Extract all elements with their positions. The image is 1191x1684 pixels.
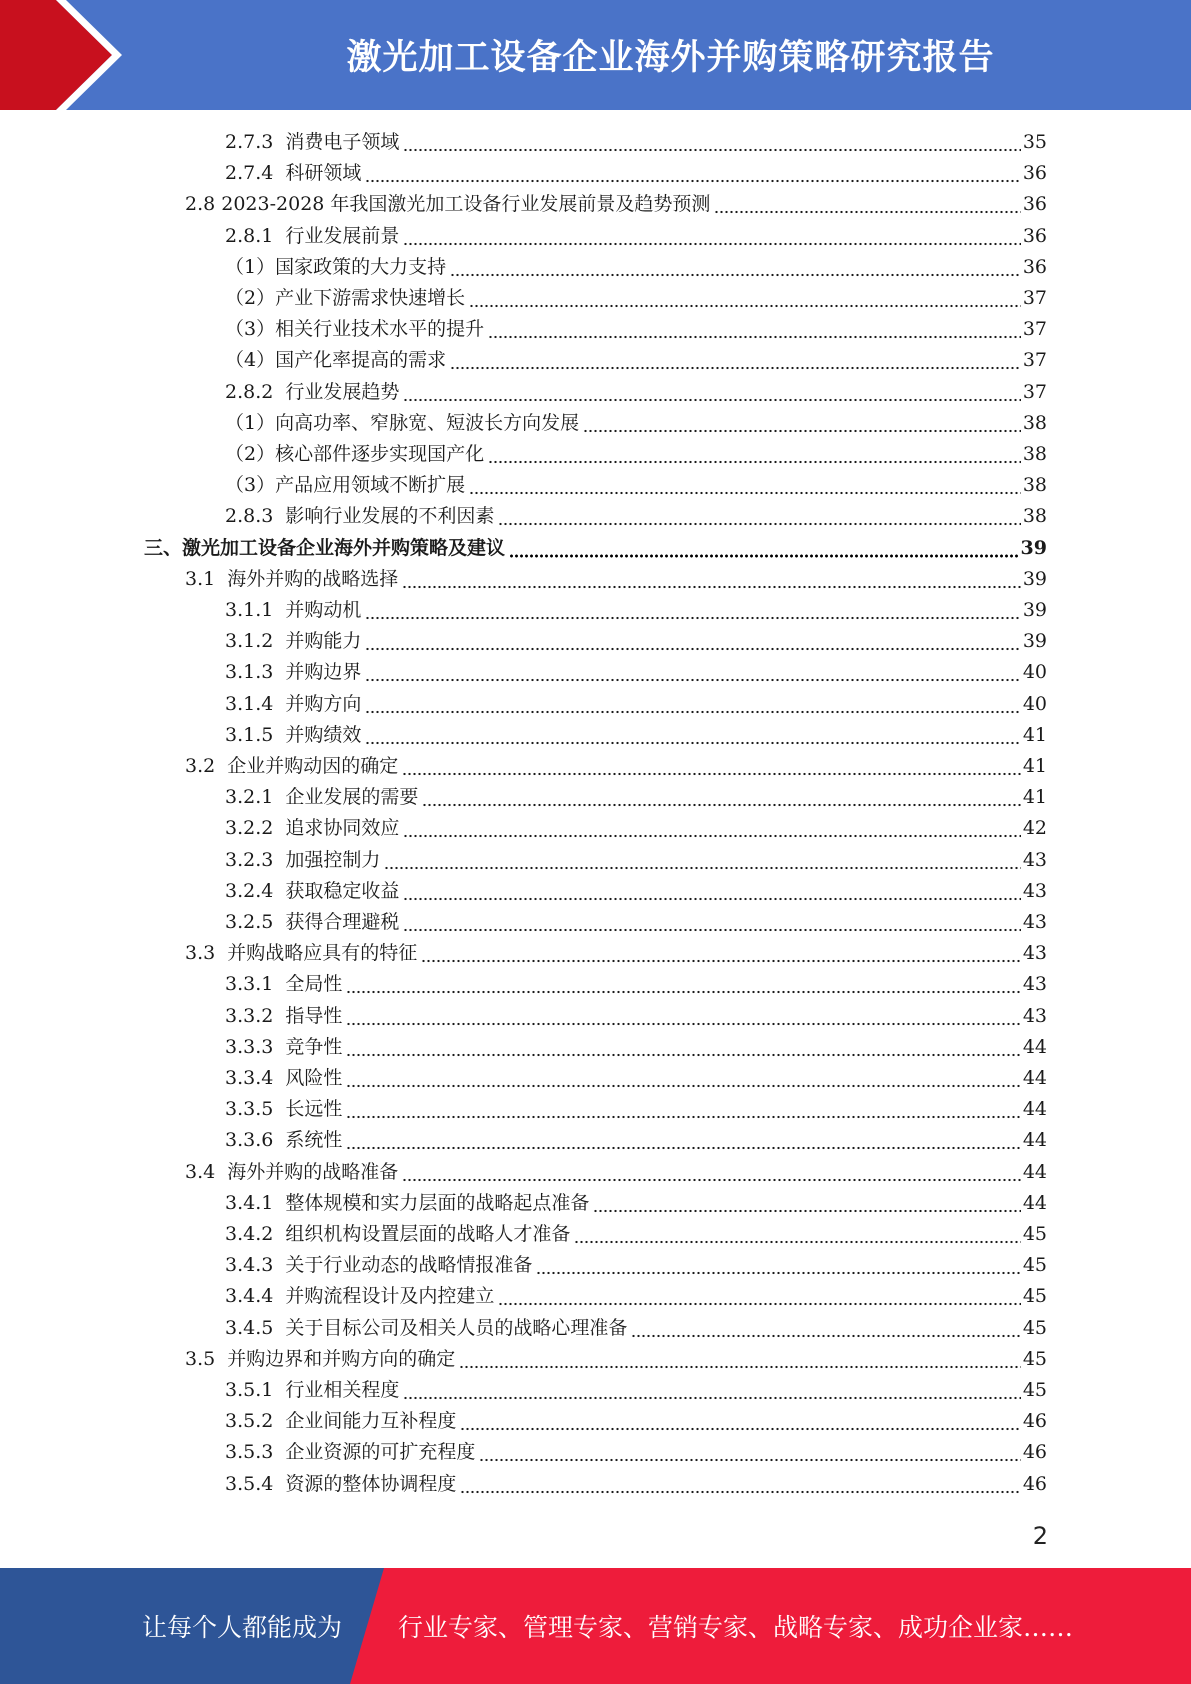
- page-footer: [0, 1568, 1191, 1684]
- toc-entry-title: 影响行业发展的不利因素: [285, 505, 495, 528]
- toc-entry-title: 组织机构设置层面的战略人才准备: [285, 1223, 571, 1245]
- toc-entry-title: 系统性: [285, 1129, 343, 1152]
- toc-entry[interactable]: [225, 1219, 1047, 1250]
- toc-entry[interactable]: [225, 782, 1047, 813]
- toc-leader-dots: [402, 751, 1021, 782]
- toc-entry[interactable]: [225, 283, 1047, 314]
- toc-leader-dots: [403, 907, 1020, 938]
- toc-leader-dots: [421, 938, 1021, 969]
- page-number: 2: [1032, 1522, 1048, 1550]
- toc-leader-dots: [365, 158, 1020, 189]
- toc-entry[interactable]: [225, 1375, 1047, 1406]
- toc-entry[interactable]: [225, 252, 1047, 283]
- toc-entry-page: 37: [1022, 349, 1047, 372]
- toc-leader-dots: [460, 1406, 1020, 1437]
- toc-entry-title: （2）核心部件逐步实现国产化: [225, 443, 485, 465]
- toc-entry-page: 45: [1022, 1223, 1047, 1245]
- toc-entry-title: 关于目标公司及相关人员的战略心理准备: [285, 1316, 628, 1339]
- toc-leader-dots: [403, 876, 1020, 907]
- toc-entry-number: 3.4.4: [225, 1285, 274, 1308]
- toc-entry[interactable]: [225, 1001, 1047, 1032]
- toc-entry-number: 2.8.3: [225, 505, 274, 528]
- page-header: [0, 0, 1191, 110]
- toc-entry-page: 38: [1022, 474, 1047, 497]
- toc-entry-page: 44: [1022, 1067, 1047, 1089]
- toc-entry[interactable]: [225, 720, 1047, 751]
- toc-entry-number: 3.4.5: [225, 1316, 274, 1339]
- toc-entry-number: 2.7.4: [225, 162, 274, 185]
- toc-entry-number: 3.3.6: [225, 1129, 274, 1152]
- toc-entry-number: 3.4.1: [225, 1191, 274, 1214]
- toc-entry[interactable]: [225, 221, 1047, 252]
- toc-entry[interactable]: [185, 1157, 1047, 1188]
- toc-leader-dots: [346, 1001, 1020, 1032]
- toc-entry[interactable]: [225, 158, 1047, 189]
- toc-leader-dots: [583, 408, 1021, 439]
- toc-leader-dots: [403, 221, 1020, 252]
- toc-entry[interactable]: [144, 533, 1047, 564]
- toc-leader-dots: [536, 1250, 1020, 1281]
- toc-entry-number: 3.5.2: [225, 1410, 274, 1433]
- toc-leader-dots: [365, 657, 1020, 688]
- toc-entry-page: 43: [1022, 879, 1047, 902]
- toc-leader-dots: [346, 1094, 1020, 1125]
- toc-entry-number: 3.1.3: [225, 661, 274, 684]
- toc-leader-dots: [384, 845, 1020, 876]
- toc-leader-dots: [498, 1281, 1020, 1312]
- toc-entry-number: 3.4.2: [225, 1223, 274, 1245]
- toc-entry[interactable]: [225, 1313, 1047, 1344]
- toc-entry-title: 指导性: [285, 1004, 343, 1027]
- toc-entry-title: 长远性: [285, 1098, 343, 1121]
- toc-entry-number: 3.3.5: [225, 1098, 274, 1121]
- toc-entry[interactable]: [225, 1406, 1047, 1437]
- toc-leader-dots: [403, 377, 1020, 408]
- toc-entry[interactable]: [185, 564, 1047, 595]
- toc-entry-title: （3）相关行业技术水平的提升: [225, 318, 485, 341]
- toc-entry[interactable]: [225, 1063, 1047, 1094]
- toc-entry-title: 并购绩效: [285, 723, 362, 746]
- toc-entry-page: 44: [1022, 1129, 1047, 1152]
- toc-entry-page: 43: [1022, 911, 1047, 933]
- toc-entry[interactable]: [225, 969, 1047, 1000]
- toc-entry-page: 37: [1022, 380, 1047, 403]
- toc-leader-dots: [422, 782, 1020, 813]
- toc-entry-number: 3.5.3: [225, 1441, 274, 1464]
- toc-entry-title: 并购边界和并购方向的确定: [227, 1347, 456, 1370]
- toc-entry[interactable]: [225, 626, 1047, 657]
- toc-entry[interactable]: [225, 1125, 1047, 1156]
- toc-leader-dots: [346, 1032, 1020, 1063]
- toc-leader-dots: [450, 345, 1021, 376]
- toc-entry-page: 37: [1022, 318, 1047, 341]
- toc-entry-page: 43: [1022, 973, 1047, 996]
- toc-entry-page: 43: [1022, 1004, 1047, 1027]
- toc-entry-page: 39: [1022, 599, 1047, 621]
- toc-entry-title: 并购动机: [285, 599, 362, 621]
- toc-entry-page: 42: [1022, 817, 1047, 840]
- toc-entry-page: 35: [1022, 131, 1047, 153]
- toc-entry[interactable]: [225, 813, 1047, 844]
- toc-entry-title: 获得合理避税: [285, 911, 400, 933]
- toc-entry[interactable]: [185, 751, 1047, 782]
- toc-entry-number: 3.1.5: [225, 723, 274, 746]
- toc-entry-page: 44: [1022, 1035, 1047, 1058]
- toc-entry-page: 38: [1022, 411, 1047, 434]
- toc-entry-number: 3.5.1: [225, 1379, 274, 1401]
- toc-entry-page: 40: [1022, 692, 1047, 715]
- toc-entry[interactable]: [225, 1094, 1047, 1125]
- toc-entry-title: 消费电子领域: [285, 131, 400, 153]
- toc-entry-page: 38: [1022, 443, 1047, 465]
- toc-entry-page: 46: [1022, 1472, 1047, 1495]
- toc-leader-dots: [403, 813, 1020, 844]
- toc-entry-page: 45: [1022, 1285, 1047, 1308]
- footer-slogan-right: 行业专家、管理专家、营销专家、战略专家、成功企业家……: [398, 1613, 1074, 1642]
- toc-leader-dots: [469, 470, 1021, 501]
- toc-entry-page: 39: [1022, 567, 1047, 590]
- document-title: 激光加工设备企业海外并购策略研究报告: [346, 38, 995, 78]
- toc-entry[interactable]: [225, 657, 1047, 688]
- toc-entry-page: 36: [1022, 224, 1047, 247]
- toc-entry-title: 企业并购动因的确定: [227, 755, 399, 777]
- toc-entry-title: 行业发展前景: [285, 224, 400, 247]
- toc-leader-dots: [459, 1344, 1021, 1375]
- toc-entry-title: 并购边界: [285, 661, 362, 684]
- toc-entry-number: 3.1.4: [225, 692, 274, 715]
- toc-entry-page: 39: [1020, 536, 1047, 559]
- toc-entry-title: 海外并购的战略选择: [227, 567, 399, 590]
- toc-entry-page: 39: [1022, 630, 1047, 653]
- toc-entry-page: 36: [1022, 162, 1047, 185]
- toc-entry-title: 并购战略应具有的特征: [227, 942, 418, 965]
- toc-entry-title: 行业相关程度: [285, 1379, 400, 1401]
- toc-entry-title: 科研领域: [285, 162, 362, 185]
- toc-entry[interactable]: [225, 876, 1047, 907]
- toc-entry-title: 企业间能力互补程度: [285, 1410, 457, 1433]
- toc-entry-number: 2.8.1: [225, 224, 274, 247]
- toc-entry-page: 46: [1022, 1441, 1047, 1464]
- toc-entry-number: 3.2.3: [225, 848, 274, 871]
- toc-leader-dots: [593, 1188, 1020, 1219]
- toc-entry[interactable]: [225, 439, 1047, 470]
- toc-entry-number: 3.4: [185, 1160, 216, 1183]
- toc-leader-dots: [403, 1375, 1020, 1406]
- toc-leader-dots: [488, 439, 1021, 470]
- toc-entry[interactable]: [225, 907, 1047, 938]
- toc-leader-dots: [488, 314, 1021, 345]
- toc-entry-number: 3.3.3: [225, 1035, 274, 1058]
- toc-leader-dots: [402, 1157, 1021, 1188]
- toc-entry-title: 并购方向: [285, 692, 362, 715]
- toc-entry-number: 3.5: [185, 1347, 216, 1370]
- toc-entry-number: 3.3.2: [225, 1004, 274, 1027]
- toc-leader-dots: [469, 283, 1021, 314]
- toc-entry[interactable]: [225, 377, 1047, 408]
- toc-entry-page: 45: [1022, 1347, 1047, 1370]
- toc-entry[interactable]: [185, 1344, 1047, 1375]
- toc-entry-title: 全局性: [285, 973, 343, 996]
- toc-leader-dots: [402, 564, 1021, 595]
- toc-leader-dots: [450, 252, 1021, 283]
- toc-entry-number: 3.3.4: [225, 1067, 274, 1089]
- toc-leader-dots: [365, 720, 1020, 751]
- toc-entry[interactable]: [225, 127, 1047, 158]
- toc-entry[interactable]: [225, 1281, 1047, 1312]
- toc-leader-dots: [346, 1125, 1020, 1156]
- toc-leader-dots: [498, 501, 1020, 532]
- toc-entry-number: 3.3: [185, 942, 216, 965]
- toc-entry-number: 3.4.3: [225, 1254, 274, 1277]
- toc-entry-page: 41: [1022, 755, 1047, 777]
- toc-entry-title: （3）产品应用领域不断扩展: [225, 474, 466, 497]
- toc-entry[interactable]: [225, 689, 1047, 720]
- toc-entry[interactable]: [225, 1250, 1047, 1281]
- toc-entry[interactable]: [225, 470, 1047, 501]
- toc-entry-page: 44: [1022, 1098, 1047, 1121]
- header-red-chevron: [0, 0, 150, 110]
- toc-leader-dots: [346, 1063, 1020, 1094]
- toc-entry-title: 并购能力: [285, 630, 362, 653]
- toc-entry[interactable]: [225, 595, 1047, 626]
- toc-entry[interactable]: [225, 1437, 1047, 1468]
- footer-slogan-left: 让每个人都能成为: [142, 1613, 343, 1642]
- toc-entry-page: 44: [1022, 1160, 1047, 1183]
- toc-entry-page: 41: [1022, 786, 1047, 809]
- toc-entry[interactable]: [225, 408, 1047, 439]
- toc-entry-title: 企业发展的需要: [285, 786, 419, 809]
- toc-entry-number: 3.5.4: [225, 1472, 274, 1495]
- toc-leader-dots: [365, 689, 1020, 720]
- toc-entry-title: 2.8 2023-2028 年我国激光加工设备行业发展前景及趋势预测: [185, 193, 711, 216]
- toc-entry-title: 关于行业动态的战略情报准备: [285, 1254, 533, 1277]
- toc-leader-dots: [403, 127, 1020, 158]
- toc-leader-dots: [460, 1469, 1020, 1500]
- toc-entry-number: 3.1: [185, 567, 216, 590]
- toc-leader-dots: [365, 626, 1020, 657]
- toc-entry-page: 36: [1022, 255, 1047, 278]
- toc-entry[interactable]: [225, 1188, 1047, 1219]
- toc-entry-page: 43: [1022, 848, 1047, 871]
- toc-entry-title: 风险性: [285, 1067, 343, 1089]
- toc-entry-title: 资源的整体协调程度: [285, 1472, 457, 1495]
- toc-leader-dots: [365, 595, 1020, 626]
- toc-entry-number: 3.2.1: [225, 786, 274, 809]
- toc-entry-page: 46: [1022, 1410, 1047, 1433]
- toc-leader-dots: [714, 189, 1020, 220]
- toc-leader-dots: [574, 1219, 1020, 1250]
- toc-entry-title: 竞争性: [285, 1035, 343, 1058]
- toc-entry-number: 3.1.1: [225, 599, 274, 621]
- toc-entry-number: 3.2.2: [225, 817, 274, 840]
- toc-entry-title: （4）国产化率提高的需求: [225, 349, 447, 372]
- toc-entry-number: 3.1.2: [225, 630, 274, 653]
- toc-entry-title: 整体规模和实力层面的战略起点准备: [285, 1191, 590, 1214]
- toc-entry-page: 41: [1022, 723, 1047, 746]
- toc-entry[interactable]: [225, 345, 1047, 376]
- toc-entry-title: 加强控制力: [285, 848, 381, 871]
- toc-entry-title: （1）向高功率、窄脉宽、短波长方向发展: [225, 411, 580, 434]
- toc-entry-title: 企业资源的可扩充程度: [285, 1441, 476, 1464]
- toc-leader-dots: [346, 969, 1020, 1000]
- toc-entry[interactable]: [185, 938, 1047, 969]
- toc-entry[interactable]: [185, 189, 1047, 220]
- toc-entry-page: 43: [1022, 942, 1047, 965]
- toc-entry-number: 2.7.3: [225, 131, 274, 153]
- toc-entry-page: 36: [1022, 193, 1047, 216]
- toc-entry[interactable]: [225, 1469, 1047, 1500]
- toc-entry-page: 38: [1022, 505, 1047, 528]
- toc-entry-number: 3.2.5: [225, 911, 274, 933]
- toc-entry-page: 45: [1022, 1254, 1047, 1277]
- toc-entry-title: 行业发展趋势: [285, 380, 400, 403]
- toc-leader-dots: [479, 1437, 1020, 1468]
- toc-entry-number: 3.2: [185, 755, 216, 777]
- toc-entry[interactable]: [225, 1032, 1047, 1063]
- toc-entry-title: 三、激光加工设备企业海外并购策略及建议: [144, 536, 506, 559]
- toc-entry-title: 海外并购的战略准备: [227, 1160, 399, 1183]
- toc-entry[interactable]: [225, 314, 1047, 345]
- toc-leader-dots: [631, 1313, 1020, 1344]
- toc-entry-number: 3.3.1: [225, 973, 274, 996]
- toc-entry-title: 追求协同效应: [285, 817, 400, 840]
- toc-entry-number: 3.2.4: [225, 879, 274, 902]
- toc-entry-number: 2.8.2: [225, 380, 274, 403]
- toc-entry-page: 45: [1022, 1316, 1047, 1339]
- toc-entry-title: （1）国家政策的大力支持: [225, 255, 447, 278]
- toc-entry[interactable]: [225, 501, 1047, 532]
- toc-entry-page: 45: [1022, 1379, 1047, 1401]
- toc-leader-dots: [509, 533, 1019, 564]
- toc-entry[interactable]: [225, 845, 1047, 876]
- toc-entry-title: （2）产业下游需求快速增长: [225, 287, 466, 309]
- toc-entry-title: 并购流程设计及内控建立: [285, 1285, 495, 1308]
- toc-entry-title: 获取稳定收益: [285, 879, 400, 902]
- toc-entry-page: 44: [1022, 1191, 1047, 1214]
- toc-entry-page: 37: [1022, 287, 1047, 309]
- toc-entry-page: 40: [1022, 661, 1047, 684]
